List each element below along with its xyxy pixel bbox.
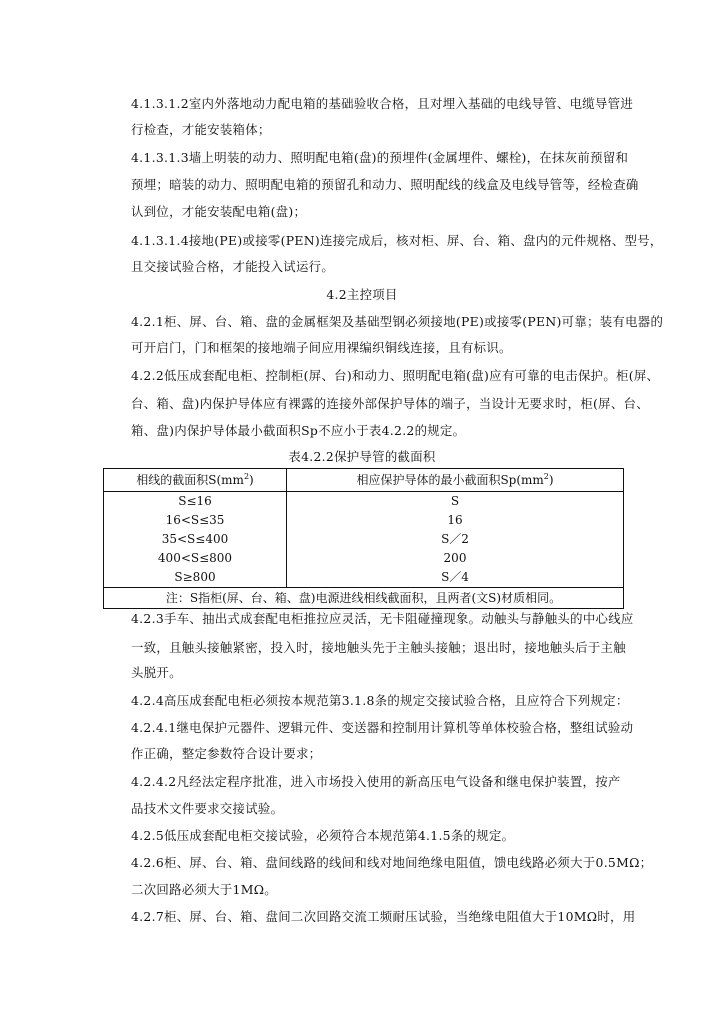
- table-note: 注：S指柜(屏、台、箱、盘)电源进线相线截面积，且两者(文S)材质相同。: [104, 588, 624, 609]
- table-row: [104, 511, 624, 530]
- text-line: 4.2.4高压成套配电柜必须按本规范第3.1.8条的规定交接试验合格，且应符合下列规定：: [131, 693, 629, 708]
- table-note-row: [104, 588, 624, 609]
- text-line: 4.2.4.1继电保护元器件、逻辑元件、变送器和控制用计算机等单体校验合格，整组试验动: [131, 720, 634, 735]
- cell-phase: S≥800: [104, 568, 287, 588]
- cell-protective: 16: [287, 511, 624, 530]
- text-line: 4.2.7柜、屏、台、箱、盘间二次回路交流工频耐压试验，当绝缘电阻值大于10MΩ时，用: [131, 909, 636, 924]
- cell-protective: S: [287, 492, 624, 512]
- text-line: 且交接试验合格，才能投入试运行。: [131, 259, 335, 274]
- table-row: [104, 549, 624, 568]
- text-line: 行检查，才能安装箱体；: [131, 122, 271, 137]
- header-protective-section: 相应保护导体的最小截面积$Sp(mm^2)$: [287, 469, 624, 492]
- text-line: 一致，且触头接触紧密，投入时，接地触头先于主触头接触；退出时，接地触头后于主触: [131, 640, 626, 655]
- text-line: 4.2.5低压成套配电柜交接试验，必须符合本规范第4.1.5条的规定。: [131, 828, 515, 843]
- cell-protective: S／4: [287, 568, 624, 588]
- table-caption: 表4.2.2保护导管的截面积: [288, 449, 436, 464]
- text-line: 4.2.4.2凡经法定程序批准，进入市场投入使用的新高压电气设备和继电保护装置，按产: [131, 774, 621, 789]
- text-line: 认到位，才能安装配电箱(盘)；: [131, 204, 307, 219]
- text-line: 4.2.3手车、抽出式成套配电柜推拉应灵活，无卡阻碰撞现象。动触头与静触头的中心线应: [131, 611, 634, 626]
- cell-phase: 400<S≤800: [104, 549, 287, 568]
- cell-phase: 16<S≤35: [104, 511, 287, 530]
- text-line: 箱、盘)内保护导体最小截面积Sp不应小于表4.2.2的规定。: [131, 423, 466, 438]
- cell-protective: S／2: [287, 530, 624, 549]
- text-line: 4.2.1柜、屏、台、箱、盘的金属框架及基础型钢必须接地(PE)或接零(PEN)可靠；装有电器的: [131, 314, 664, 329]
- section-heading: 4.2主控项目: [326, 287, 398, 302]
- text-line: 头脱开。: [131, 665, 182, 680]
- text-line: 作正确，整定参数符合设计要求；: [131, 746, 322, 761]
- text-line: 4.2.2低压成套配电柜、控制柜(屏、台)和动力、照明配电箱(盘)应有可靠的电击保护。柜(屏、: [131, 368, 660, 383]
- cell-protective: 200: [287, 549, 624, 568]
- cell-phase: S≤16: [104, 492, 287, 512]
- text-line: 品技术文件要求交接试验。: [131, 801, 284, 816]
- text-line: 4.1.3.1.4接地(PE)或接零(PEN)连接完成后，核对柜、屏、台、箱、盘内的元件规格、型号，: [131, 233, 663, 248]
- table-row: [104, 568, 624, 588]
- text-line: 4.1.3.1.3墙上明装的动力、照明配电箱(盘)的预埋件(金属埋件、螺栓)，在抹灰前预留和: [131, 150, 629, 165]
- table-row: [104, 530, 624, 549]
- text-line: 4.2.6柜、屏、台、箱、盘间线路的线间和线对地间绝缘电阻值，馈电线路必须大于0.5MΩ；: [131, 855, 653, 870]
- table-row: [104, 492, 624, 512]
- header-phase-section: 相线的截面积$S(mm^2)$: [104, 469, 287, 492]
- table-header-row: [104, 469, 624, 492]
- text-line: 台、箱、盘)内保护导体应有裸露的连接外部保护导体的端子，当设计无要求时，柜(屏、台、: [131, 396, 649, 411]
- cell-phase: 35<S≤400: [104, 530, 287, 549]
- text-line: 可开启门，门和框架的接地端子间应用裸编织铜线连接，且有标识。: [131, 340, 512, 355]
- protection-conductor-table: [103, 468, 624, 609]
- text-line: 4.1.3.1.2室内外落地动力配电箱的基础验收合格，且对埋入基础的电线导管、电缆导管进: [131, 96, 634, 111]
- text-line: 二次回路必须大于1MΩ。: [131, 882, 277, 897]
- text-line: 预埋；暗装的动力、照明配电箱的预留孔和动力、照明配线的线盒及电线导管等，经检查确: [131, 177, 639, 192]
